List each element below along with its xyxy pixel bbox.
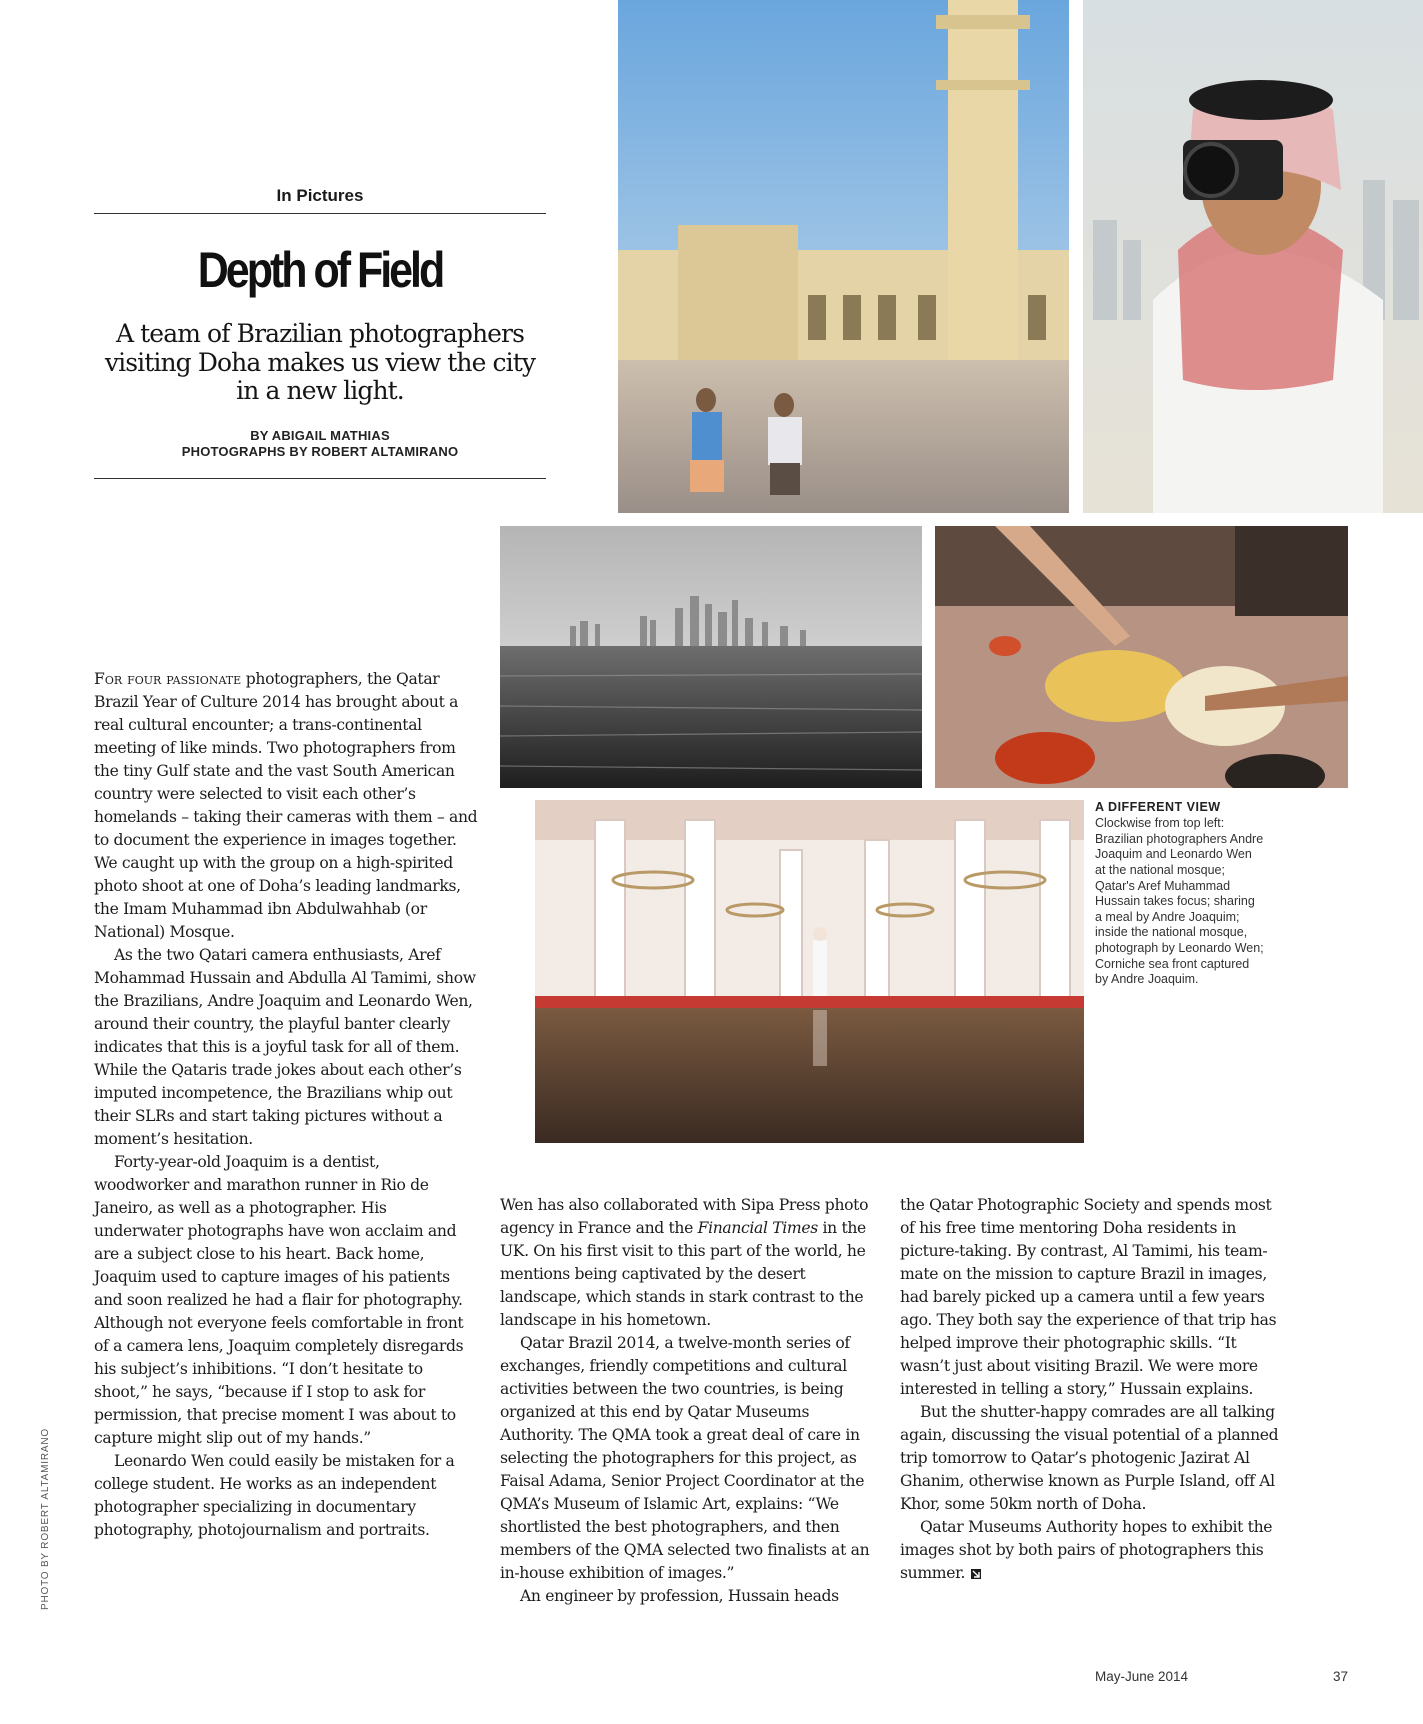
photo-photographer	[1083, 0, 1423, 513]
caption-title: A DIFFERENT VIEW	[1095, 800, 1221, 814]
paragraph: Qatar Museums Authority hopes to exhibit the images shot by both pairs of photographers this summer.	[900, 1518, 1273, 1582]
end-mark-icon	[971, 1569, 981, 1579]
byline-author: BY ABIGAIL MATHIAS	[250, 428, 390, 443]
divider-top	[94, 213, 546, 214]
body-column-1	[94, 668, 479, 1542]
paragraph: As the two Qatari camera enthusiasts, Aref Mohammad Hussain and Abdulla Al Tamimi, show the Brazilians, Andre Joaquim and Leonardo Wen, around their country, the playful banter clearly indicates that this is a joyful task for all of them. While the Qataris trade jokes about each other’s imputed incompetence, the Brazilians whip out their SLRs and start taking pictures without a moment’s hesitation.	[94, 946, 476, 1148]
byline	[94, 428, 546, 461]
photo-mosque-interior	[535, 800, 1084, 1143]
deck: A team of Brazilian photographers visiting Doha makes us view the city in a new light.	[104, 319, 536, 405]
paragraph: Qatar Brazil 2014, a twelve-month series of exchanges, friendly competitions and cultural activities between the two countries, is being organized at this end by Qatar Museums Authority. The QMA took a great deal of care in selecting the photographers for this project, as Faisal Adama, Senior Project Coordinator at the QMA’s Museum of Islamic Art, explains: “We shortlisted the best photographers, and then members of the QMA selected two finalists at an in-house exhibition of images.”	[500, 1334, 870, 1582]
body-column-2	[500, 1194, 884, 1608]
paragraph: An engineer by profession, Hussain heads	[520, 1587, 839, 1605]
paragraph: the Qatar Photographic Society and spends most of his free time mentoring Doha residents in picture-taking. By contrast, Al Tamimi, his team-mate on the mission to capture Brazil in images, had barely picked up a camera until a few years ago. They both say the experience of that trip has helped improve their photographic skills. “It wasn’t just about visiting Brazil. We were more interested in telling a story,” Hussain explains.	[900, 1196, 1277, 1398]
lead-in: For four passionate	[94, 670, 242, 688]
photo-mosque-exterior	[618, 0, 1069, 513]
paragraph: Leonardo Wen could easily be mistaken for a college student. He works as an independent photographer specializing in documentary photography, photojournalism and portraits.	[94, 1452, 455, 1539]
paragraph: Wen has also collaborated with Sipa Press photo agency in France and the Financial Times in the UK. On his first visit to this part of the world, he mentions being captivated by the desert landscape, which stands in stark contrast to the landscape in his hometown.	[500, 1196, 869, 1329]
byline-photos: PHOTOGRAPHS BY ROBERT ALTAMIRANO	[181, 444, 459, 460]
body-column-3	[900, 1194, 1284, 1585]
paragraph: But the shutter-happy comrades are all talking again, discussing the visual potential of a planned trip tomorrow to Qatar’s photogenic Jazirat Al Ghanim, otherwise known as Purple Island, off Al Khor, some 50km north of Doha.	[900, 1403, 1279, 1513]
section-label: In Pictures	[276, 186, 364, 205]
paragraph: For four passionate photographers, the Qatar Brazil Year of Culture 2014 has brought about a real cultural encounter; a trans-continental meeting of like minds. Two photographers from the tiny Gulf state and the vast South American country were selected to visit each other’s homelands – taking their cameras with them – and to document the experience in images together. We caught up with the group on a high-spirited photo shoot at one of Doha’s leading landmarks, the Imam Muhammad ibn Abdulwahhab (or National) Mosque.	[94, 670, 478, 941]
page-number: 37	[1333, 1669, 1349, 1684]
photo-meal	[935, 526, 1348, 788]
paragraph: Forty-year-old Joaquim is a dentist, woodworker and marathon runner in Rio de Janeiro, as well as a photographer. His underwater photographs have won acclaim and are a subject close to his heart. Back home, Joaquim used to capture images of his patients and soon realized he had a flair for photography. Although not everyone feels comfortable in front of a camera lens, Joaquim completely disregards his subject’s inhibitions. “I don’t hesitate to shoot,” he says, “because if I stop to ask for permission, that precise moment I was about to capture might slip out of my hands.”	[94, 1153, 464, 1447]
photo-corniche	[500, 526, 922, 788]
issue-date: May-June 2014	[1095, 1669, 1189, 1684]
divider-bottom	[94, 478, 546, 479]
headline: Depth of Field	[197, 242, 443, 298]
photo-credit: PHOTO BY ROBERT ALTAMIRANO	[40, 1428, 51, 1610]
caption-text: Clockwise from top left: Brazilian photographers Andre Joaquim and Leonardo Wen at the national mosque; Qatar's Aref Muhammad Hussain takes focus; sharing a meal by Andre Joaquim; inside the national mosque, photograph by Leonardo Wen; Corniche sea front captured by Andre Joaquim.	[1095, 816, 1264, 987]
photo-caption	[1095, 800, 1265, 988]
